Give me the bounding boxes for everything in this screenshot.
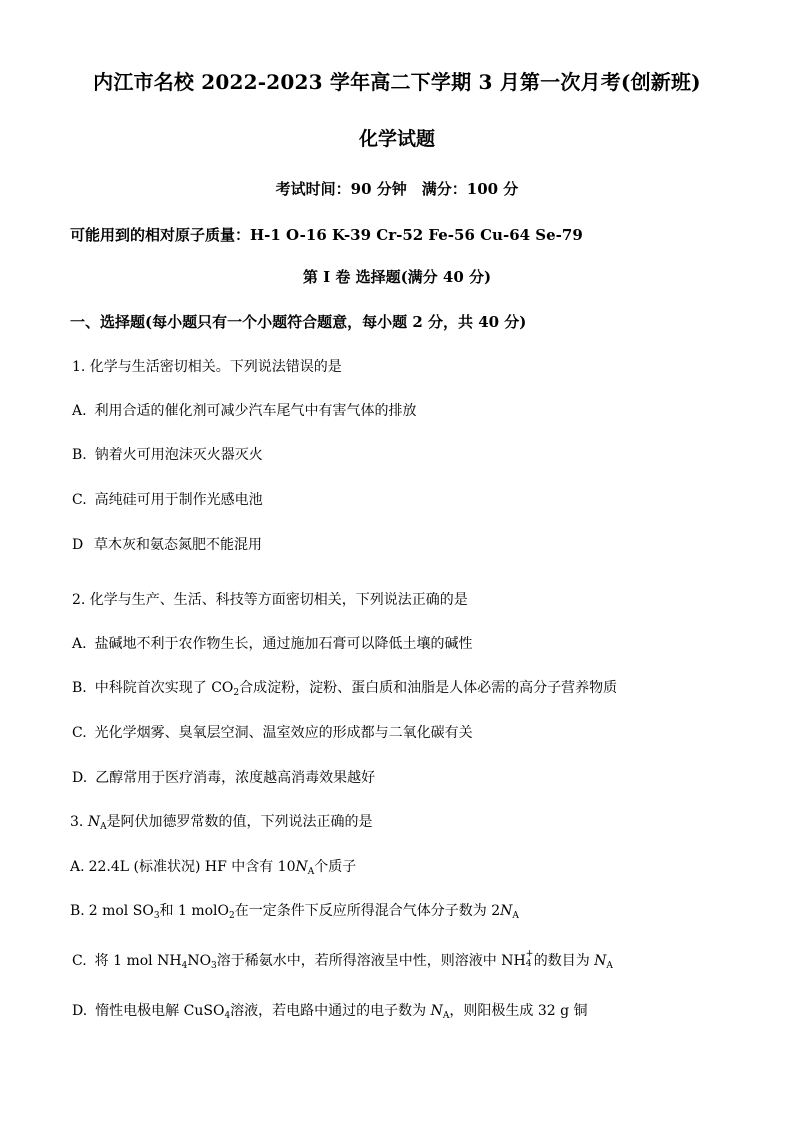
subscript: 2	[229, 911, 235, 921]
option-label: A.	[72, 403, 87, 419]
superscript-charge: +	[525, 949, 534, 959]
question-3-option-c	[72, 950, 613, 971]
subscript: A	[442, 1011, 450, 1021]
exam-title: 内江市名校 2022-2023 学年高二下学期 3 月第一次月考(创新班)	[93, 70, 701, 94]
option-label: A.	[72, 636, 87, 652]
option-label: D.	[72, 1003, 88, 1019]
subscript: A	[512, 911, 519, 921]
option-text-3: 溶于稀氨水中，若所得溶液呈中性，则溶液中 NH	[216, 953, 526, 969]
question-3-stem	[70, 811, 373, 832]
subscript: 2	[233, 688, 240, 698]
option-text-3: 在一定条件下反应所得混合气体分子数为 2	[234, 903, 501, 919]
subscript: A	[307, 867, 315, 877]
question-1-option-b	[72, 444, 263, 464]
option-text-post: 合成淀粉，淀粉、蛋白质和油脂是人体必需的高分子营养物质	[239, 680, 618, 696]
option-label: C.	[72, 725, 87, 741]
option-text-2: NO	[187, 953, 212, 969]
subscript: 4	[224, 1011, 231, 1021]
option-label: B.	[70, 903, 85, 919]
option-text-pre: 中科院首次实现了 CO	[94, 680, 234, 696]
option-text-pre: 22.4L (标准状况) HF 中含有 10	[88, 859, 296, 875]
question-3-option-b	[70, 900, 519, 921]
option-label: D.	[72, 770, 88, 786]
avogadro-symbol: N	[430, 1003, 443, 1019]
option-label: C.	[72, 953, 87, 969]
part-title: 第 I 卷 选择题(满分 40 分)	[302, 268, 492, 286]
option-text-4: 的数目为	[533, 953, 595, 969]
question-1-option-d	[72, 534, 262, 554]
option-label: B.	[72, 680, 87, 696]
question-2-option-c	[72, 722, 473, 742]
subscript: A	[100, 822, 107, 832]
avogadro-symbol: N	[295, 859, 308, 875]
section-title: 一、选择题(每小题只有一个小题符合题意，每小题 2 分，共 40 分)	[70, 313, 527, 331]
option-text-1: 将 1 mol NH	[94, 953, 182, 969]
stem-text: 是阿伏加德罗常数的值，下列说法正确的是	[106, 814, 373, 830]
option-text: 高纯硅可用于制作光感电池	[94, 492, 263, 508]
subscript: 3	[153, 911, 160, 921]
exam-info: 考试时间：90 分钟 满分：100 分	[275, 180, 519, 198]
question-2-option-d	[72, 767, 375, 787]
option-text-2: 溶液，若电路中通过的电子数为	[230, 1003, 431, 1019]
question-2-stem: 2. 化学与生产、生活、科技等方面密切相关，下列说法正确的是	[72, 592, 468, 608]
option-label: A.	[70, 859, 85, 875]
option-text: 钠着火可用泡沫灭火器灭火	[94, 447, 263, 463]
avogadro-symbol: N	[87, 814, 101, 830]
subscript: 4	[525, 959, 532, 969]
subscript: 4	[181, 961, 188, 971]
subscript: A	[606, 961, 613, 971]
option-label: C.	[72, 492, 87, 508]
ammonium-charge	[525, 949, 534, 969]
option-text-post: 个质子	[314, 859, 357, 875]
avogadro-symbol: N	[594, 953, 607, 969]
question-1-option-a	[72, 400, 417, 420]
option-text: 草木灰和氨态氮肥不能混用	[94, 537, 262, 553]
option-text-2: 和 1 molO	[159, 903, 230, 919]
question-2-option-a	[72, 633, 473, 653]
option-label: B.	[72, 447, 87, 463]
subscript: 3	[211, 961, 217, 971]
subject-title: 化学试题	[358, 128, 435, 150]
question-2-option-b	[72, 677, 617, 698]
question-1-stem: 1. 化学与生活密切相关。下列说法错误的是	[72, 359, 342, 375]
question-3-option-a	[70, 856, 356, 877]
option-text-1: 惰性电极电解 CuSO	[95, 1003, 225, 1019]
avogadro-symbol: N	[500, 903, 513, 919]
atomic-masses: 可能用到的相对原子质量：H-1 O-16 K-39 Cr-52 Fe-56 Cu-64 Se-79	[70, 226, 583, 244]
option-text-1: 2 mol SO	[88, 903, 154, 919]
option-text: 盐碱地不利于农作物生长，通过施加石膏可以降低土壤的碱性	[94, 636, 473, 652]
question-3-option-d	[72, 1000, 588, 1021]
option-label: D	[72, 537, 84, 553]
question-1-option-c	[72, 489, 263, 509]
question-number: 3.	[70, 814, 84, 830]
option-text: 光化学烟雾、臭氧层空洞、温室效应的形成都与二氧化碳有关	[94, 725, 473, 741]
option-text: 利用合适的催化剂可减少汽车尾气中有害气体的排放	[94, 403, 417, 419]
option-text-3: ，则阳极生成 32 g 铜	[449, 1003, 588, 1019]
option-text: 乙醇常用于医疗消毒，浓度越高消毒效果越好	[95, 770, 376, 786]
